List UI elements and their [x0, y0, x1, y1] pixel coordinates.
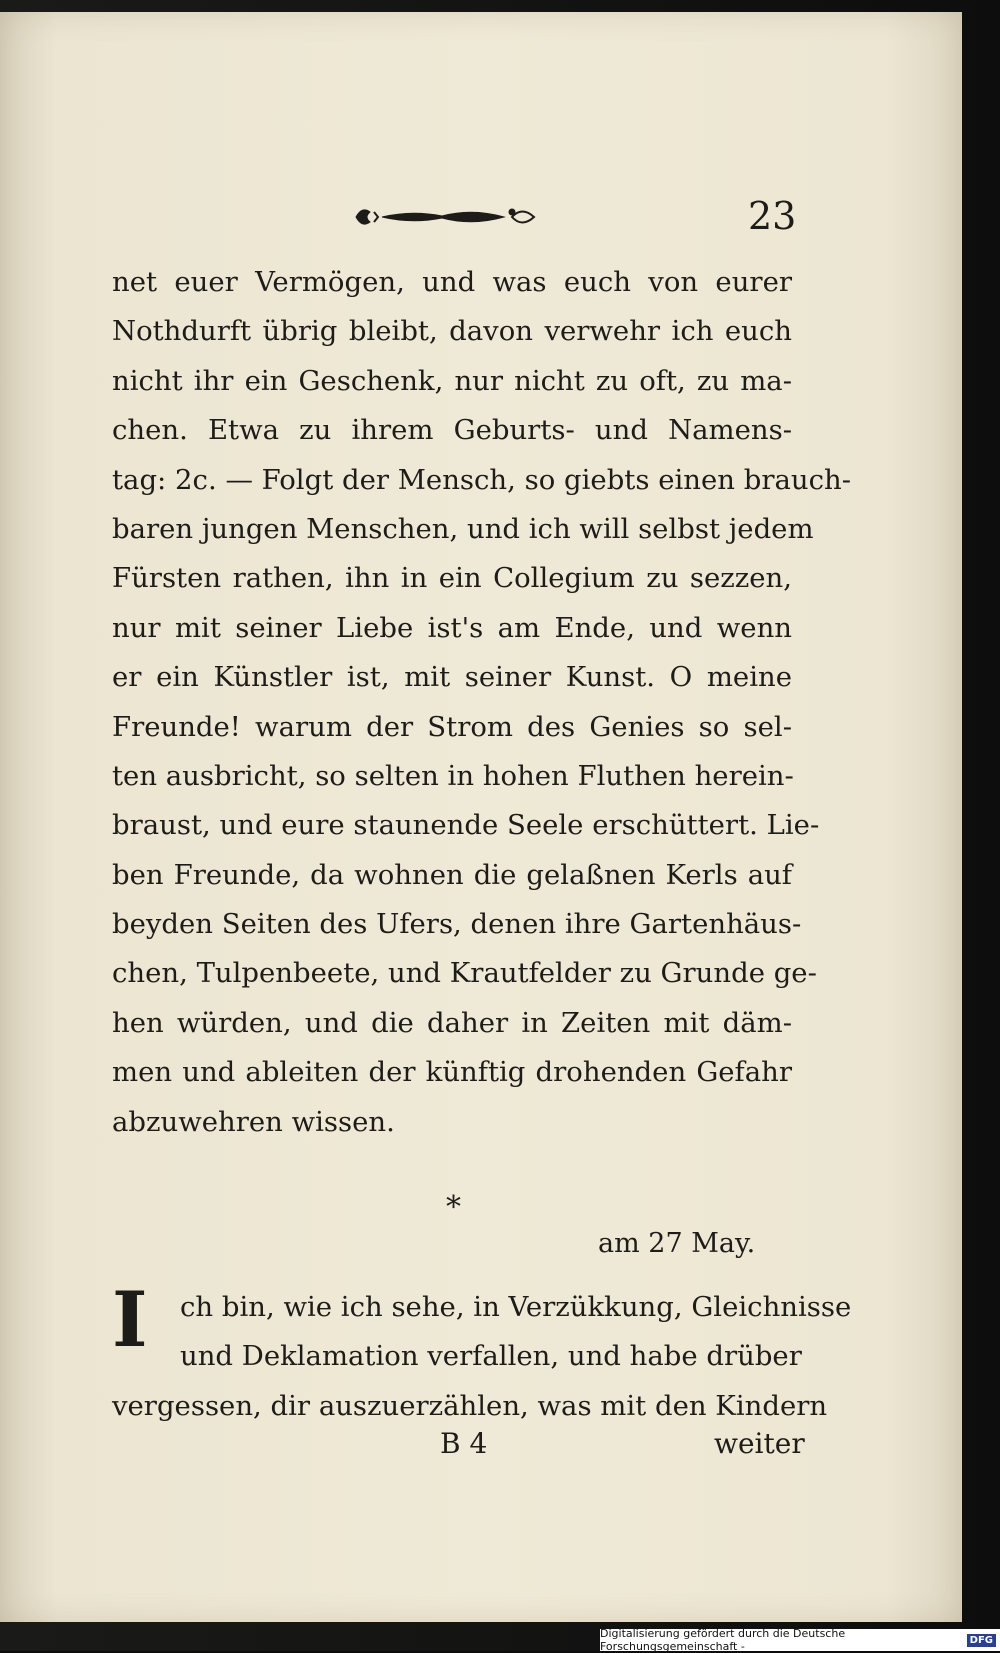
main-paragraph — [112, 258, 851, 1147]
text-line: Nothdurft übrig bleibt, davon verwehr ich euch — [112, 315, 792, 348]
text-line: ben Freunde, da wohnen die gelaßnen Kerls auf — [112, 858, 792, 891]
text-line: abzuwehren wissen. — [112, 1105, 395, 1138]
text-line: beyden Seiten des Ufers, denen ihre Gartenhäus- — [112, 908, 802, 941]
text-line: er ein Künstler ist, mit seiner Kunst. O meine — [112, 661, 792, 694]
text-line: ch bin, wie ich sehe, in Verzükkung, Gleichnisse — [180, 1291, 852, 1323]
text-line: nicht ihr ein Geschenk, nur nicht zu oft, zu ma- — [112, 364, 792, 397]
page-number: 23 — [748, 194, 797, 238]
text-line: men und ableiten der künftig drohenden Gefahr — [112, 1056, 792, 1089]
text-line: und Deklamation verfallen, und habe drüber — [180, 1340, 802, 1373]
text-line: braust, und eure staunende Seele erschüttert. Lie- — [112, 809, 820, 842]
dfg-logo: DFG — [967, 1634, 996, 1647]
text-line: tag: 2c. — Folgt der Mensch, so giebts einen brauch- — [112, 463, 851, 496]
text-line: Fürsten rathen, ihn in ein Collegium zu sezzen, — [112, 562, 792, 595]
letter-dateline: am 27 May. — [598, 1228, 756, 1259]
text-line: net euer Vermögen, und was euch von eurer — [112, 266, 792, 298]
digitization-credit — [600, 1629, 1000, 1651]
ornament-divider-icon — [352, 200, 538, 234]
text-line: hen würden, und die daher in Zeiten mit däm- — [112, 1006, 792, 1039]
text-line: vergessen, dir auszuerzählen, was mit den Kindern — [112, 1389, 828, 1422]
catchword: weiter — [714, 1427, 805, 1460]
signature-mark: B 4 — [440, 1427, 488, 1460]
text-line: chen, Tulpenbeete, und Krautfelder zu Grunde ge- — [112, 957, 817, 990]
section-separator: * — [446, 1190, 461, 1225]
credit-text: Digitalisierung gefördert durch die Deutsche Forschungsgemeinschaft - — [600, 1627, 846, 1653]
drop-capital: I — [112, 1275, 148, 1364]
text-line: Freunde! warum der Strom des Genies so sel- — [112, 710, 792, 743]
text-line: baren jungen Menschen, und ich will selbst jedem — [112, 512, 814, 545]
letter-opening-paragraph — [112, 1275, 852, 1430]
text-line: chen. Etwa zu ihrem Geburts- und Namens- — [112, 414, 792, 447]
text-line: nur mit seiner Liebe ist's am Ende, und wenn — [112, 611, 792, 644]
text-line: ten ausbricht, so selten in hohen Fluthen herein- — [112, 759, 794, 792]
